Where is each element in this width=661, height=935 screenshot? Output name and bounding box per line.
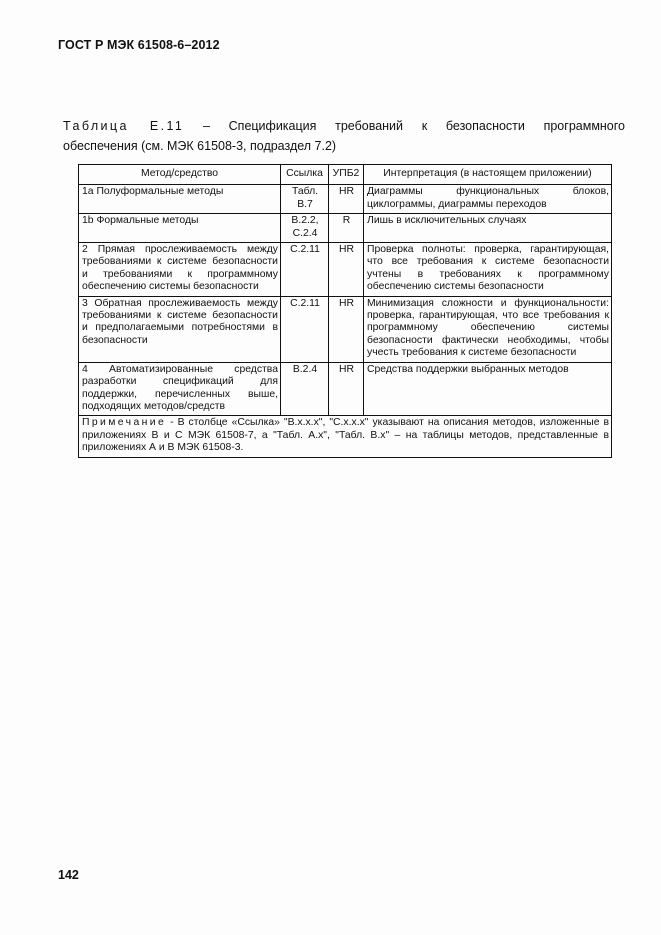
reference-cell: В.2.2, С.2.4	[281, 214, 329, 243]
reference-cell: С.2.11	[281, 243, 329, 297]
table-row	[79, 185, 612, 214]
reference-cell: В.2.4	[281, 362, 329, 416]
interpretation-cell: Проверка полноты: проверка, гарантирующая, что все требования к системе безопасности учтены в требованиях к программному обеспечению системы безопасности	[364, 243, 612, 297]
method-cell: 2 Прямая прослеживаемость между требованиями к системе безопасности и требованиями к программному обеспечению системы безопасности	[79, 243, 281, 297]
reference-cell: С.2.11	[281, 296, 329, 362]
table-caption-title-line2: обеспечения (см. МЭК 61508-3, подраздел 7.2)	[63, 139, 337, 153]
method-cell: 3 Обратная прослеживаемость между требованиями к системе безопасности и предполагаемыми потребностями в безопасности	[79, 296, 281, 362]
table-caption-label: Таблица Е.11	[63, 119, 185, 133]
sil-cell: HR	[329, 185, 364, 214]
table-header-row	[79, 165, 612, 185]
reference-cell: Табл. В.7	[281, 185, 329, 214]
sil-cell: HR	[329, 296, 364, 362]
table-row	[79, 214, 612, 243]
sil-cell: HR	[329, 243, 364, 297]
page-number: 142	[58, 868, 79, 882]
sil-cell: R	[329, 214, 364, 243]
interpretation-cell: Минимизация сложности и функциональности: проверка, гарантирующая, что все требования к программному обеспечению системы безопасности фактически необходимы, чтобы учесть требования к системе безопасности	[364, 296, 612, 362]
table-row	[79, 296, 612, 362]
standard-code-header: ГОСТ Р МЭК 61508-6–2012	[58, 38, 220, 52]
table-row	[79, 362, 612, 416]
table-note	[79, 416, 612, 457]
table-caption	[63, 116, 625, 156]
sil-cell: HR	[329, 362, 364, 416]
note-label: Примечание	[82, 417, 167, 429]
table-caption-title-line1: – Спецификация требований к безопасности программного	[203, 119, 625, 133]
method-cell: 1b Формальные методы	[79, 214, 281, 243]
column-header-sil: УПБ2	[329, 165, 364, 185]
column-header-reference: Ссылка	[281, 165, 329, 185]
method-cell: 1а Полуформальные методы	[79, 185, 281, 214]
note-text: - В столбце «Ссылка» "В.х.х.х", "С.х.х.х" указывают на описания методов, изложенные в приложениях В и С МЭК 61508-7, а "Табл. А.х", "Табл. В.х" – на таблицы методов, представленные в приложениях А и В МЭК 61508-3.	[82, 417, 609, 454]
column-header-method: Метод/средство	[79, 165, 281, 185]
method-cell: 4 Автоматизированные средства разработки спецификаций для поддержки, перечисленных выше, подходящих методов/средств	[79, 362, 281, 416]
table-note-row	[79, 416, 612, 457]
interpretation-cell: Диаграммы функциональных блоков, циклограммы, диаграммы переходов	[364, 185, 612, 214]
requirements-spec-table	[78, 164, 612, 458]
table-row	[79, 243, 612, 297]
column-header-interpretation: Интерпретация (в настоящем приложении)	[364, 165, 612, 185]
interpretation-cell: Средства поддержки выбранных методов	[364, 362, 612, 416]
interpretation-cell: Лишь в исключительных случаях	[364, 214, 612, 243]
